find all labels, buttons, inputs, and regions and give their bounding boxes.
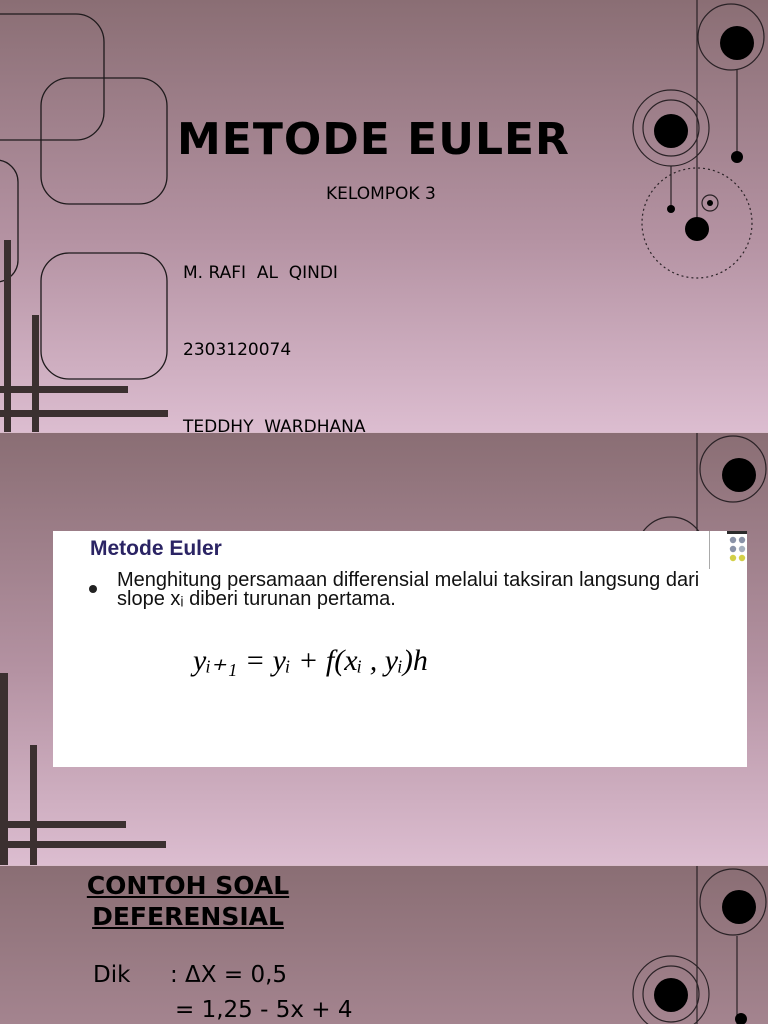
formula-image xyxy=(53,531,747,767)
deco-bar xyxy=(0,841,166,848)
given-value-function: = 1,25 - 5x + 4 xyxy=(175,997,353,1023)
deco-bar xyxy=(0,673,8,865)
deco-dot xyxy=(654,114,688,148)
deco-bar xyxy=(0,386,128,393)
deco-bar xyxy=(0,821,126,828)
slide-decoration xyxy=(0,0,768,432)
member-line: M. RAFI AL QINDI xyxy=(183,262,338,283)
bullet-icon xyxy=(89,585,97,593)
example-section-heading: CONTOH SOAL DEFERENSIAL xyxy=(86,871,290,931)
member-list xyxy=(183,209,384,432)
slide-title xyxy=(0,0,768,432)
deco-dot xyxy=(731,151,743,163)
formula-description: Menghitung persamaan differensial melalui taksiran langsung dari slope xᵢ diberi turunan pertama. xyxy=(117,569,700,610)
given-value-step: : ΔX = 0,5 xyxy=(170,962,288,988)
dots-grid-icon xyxy=(709,531,747,571)
deco-bar xyxy=(0,410,168,417)
deco-dot xyxy=(707,200,713,206)
slide-title-heading: METODE EULER xyxy=(177,114,570,165)
group-label: KELOMPOK 3 xyxy=(326,184,436,204)
member-line: 2303120074 xyxy=(183,339,292,360)
deco-rounded-rect xyxy=(41,253,167,379)
deco-dot xyxy=(720,26,754,60)
deco-rounded-rect xyxy=(0,14,104,140)
given-label: Dik xyxy=(93,962,131,988)
deco-dot xyxy=(722,458,756,492)
formula-heading: Metode Euler xyxy=(90,537,222,560)
member-line: TEDDHY WARDHANA xyxy=(183,417,366,432)
deco-bar xyxy=(4,240,11,432)
deco-dot xyxy=(722,890,756,924)
deco-dot xyxy=(654,978,688,1012)
euler-equation: yᵢ₊₁ = yᵢ + f(xᵢ , yᵢ)h xyxy=(193,644,428,677)
deco-dot xyxy=(667,205,675,213)
deco-dot xyxy=(685,217,709,241)
